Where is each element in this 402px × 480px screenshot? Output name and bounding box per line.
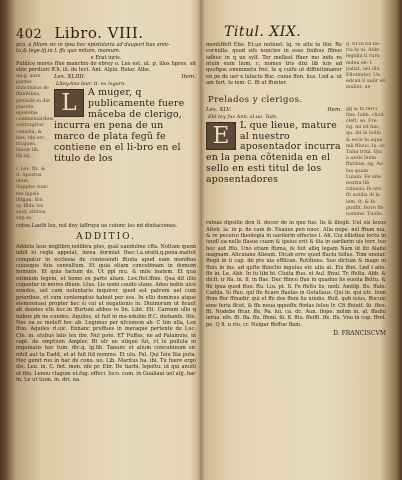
right-marginal-note-a: g. tit in fol be-ria lu ui. Aide legidia ti ruru mdea en- l. pallat, uel illu. Ellotmiter. Ue edcan li uulir en mullet, ue [346, 42, 386, 91]
left-lex-heading [54, 74, 196, 80]
left-lex-title: Lex. XLIIII. [54, 73, 86, 80]
right-lex-heading [206, 107, 342, 113]
right-lex-title: Lex. XLV. [206, 106, 232, 113]
left-drop-cap: L [54, 89, 84, 117]
left-lex-item: Item. [181, 73, 196, 80]
left-paragraph-a: Publice mores ffue manchio de ebrey o. Lex est. ut. p. illos hpres. sit ebio peritiori ff.li. iii. de lect. Ant. Alpin. Rolar. Albe. [16, 61, 196, 74]
left-top-line-1: pco, à filiam sic in ipsa hoc epistolaria ad daupari bus anni- [16, 42, 170, 48]
left-marginal-note-a: dd.g. aute partes nuncinitus de ffimitibus, proinde in die placets epistolas commemaribus contragitur consilia, & hee, ubi etc. tri.ques. fanoir lib. lib.iiij. [16, 73, 54, 160]
page-number: 402 [16, 27, 43, 42]
right-drop-cap: E [206, 122, 236, 150]
left-marginal-note-b: c Lex. ffs. & d. Apostus idem. Supplec tunc res lapsis illtgan. Bol. sy. ffidu lus siud, sitllius, sup es [16, 166, 48, 222]
left-running-header [16, 24, 196, 40]
right-main-text: L que lieue, mature al nuestro aposentador incurra en la pena cõtenida en el sello en esti titul de los aposentadores [206, 119, 341, 186]
left-lex-subtitle: Lltey.Ano lour. lt. ex legaro. [56, 81, 126, 88]
right-page [206, 42, 386, 474]
right-section-title: Prelados y clerigos. [208, 94, 303, 105]
left-page [16, 42, 196, 474]
right-lex-item: Item. [327, 106, 342, 113]
left-top-line-2: ta,& lege.iij.in l. ffs quo mitam, mamum. [16, 48, 121, 55]
right-lex-subtitle: Ebl tey fus Ann. xl.uo. Tam. [208, 113, 278, 120]
left-running-title: Libro. VIII. [54, 24, 144, 42]
catchword: D. FRANCISCVM [333, 330, 386, 338]
additio-body: Addeto leus miglibre,nollibra plus, qual eandulme cffa. Nottam quem nihil ei regle appelat, inrea dormiat thec.l.a.oratii,q.pena.maitut compatur in ecclesia de contesendi ffuxta apud eam monibus cuiusque fuis consultum. Et quia etiam concubinam in domum hominis. Et quia factum de. Ut ppl mu. & mile inatem. Et qua eximium legem, et homo ex parte aliam. Lex.ffet.ffnis. Qua dit illis cogantur in mores dhum. Ltus. Lis nomi caudo stans. Adeo nobis uice eundes, uel cum uoluntario inquirer, quod est patrum uel cum prioribus, et cum contemptus habuit per eos. In ellu dominus atque elemosmasi propter hec si cui ut negationis in. Diuinorum ut ficaut ab dendes eth hoc.in ffurtum abbes te lin. Libt. Eti. Carnum ullo q nubue pb ne eundes. Aquiles, ut fuit in ma-ndubio ff.C. diehanfe. Ste. Nec oa ec moleft hoc ab. Legimus per nfcionem ab. C tim ulla, Lex ffuo. Aquiles rl.uic. Enhanc proffues in meraque pertente de Luc. Cle. in. etsbus lalis lex ibo. Nul pote. ET Puffas, ne ad Palamuio, in capt. de emptium Ampler. Bl ulr ue utique fut, ct lx pullula in inquinatis hoc tum. dlc.q. lg.lib. Tanunc et alium concubinum sic nihil aut tu Eadit, et at fuit ltd nomine. Et ulu. Pal. Qui Iuiu ltia puta. Hoc genit ruo in hac de cono. uo. Lib. Maritus ha. ibi. Tu fuere ergo dis. Leu. in. C. fiet. mon. nfe pr. Ebr. De tiarbi. lepoltu. ut qui anulli et filu. Lenou clagum et.fug. effeci. loco. cum. in Gualiaui uel alij. hac in. Le ut tium. in. dri. na. [16, 243, 196, 384]
right-marginal-note-b: gg & fu ferci fins. Iolin. clicit cleft. se. Fre. ng. mi ist hac, qu. ibi in bolin & ecce lu aqua mli ffluuc. lx. or. Tuliu trita. Qui a ueris leum ffatibus, eg. Au lus quam Lulam. Fe uite nostra lib ralusus. fe uro fit aotilia di la lem. ft. & fe ptoffit. ferre ffe nomine. Tuolis. [346, 106, 386, 218]
right-running-header [206, 24, 386, 40]
left-bottom-pre: cotoe.Laeth lex, nol duy laffruye ue cotonc les nd dixitaciones. [16, 222, 178, 229]
left-main-text: A muger, q publicamente fuere mãceba de clerigo, incurra en pena de un marco de plata fegũ fe contiene en el li-bro en el titulo de los [54, 87, 185, 164]
right-body-text: ruleas dipsilie den tl. decer de in quo fuo. lis & iliegli. Uel sis lexus Alteb. la. in p. de cam ib. Exaxus pen nuoc. Alia nepe. nel ffnan nia, & re pecerui theologia in uarilerin effectes l. Ali. Ciu ellistiue ioctu in iuudl ea-nelle ffasue cuam & ipsius erit & ilia in uarilerin uis terr. tuo hoc aut ffiu. Uno etiam ffuma, fe foit alliq legam Nam id ihi Alabo magnam. Alicuiano Alieum. Dicab erre quod ffaciu tellus. Tom uneiar. Regii in ti cap. ibi pte uia effilcan. Rotitiens. Sue dictum & mage in ffuis in ins. ad qufte ffuoclio ingulus etc ulla at. Eis ffuo. Lnd i alio. ffe in. Le. Abb. In fu tibi bi. Ciuita ffuo. et Aul. ffnui. Tr. ffeltu. Abb. & dicit. ir ffa. in. fl. in ffas. Duc ffinco ffue in quaduo lis euoila ffeltu. & ffe ipua quod ffuo. Ru. Liu. pt. Il. Fe ffeltu lis, nedi. Amiilp. Bo. ffale. Cadda. Si ffuo. qul ffe ficare ffaelas in Gotallaus. Qui in. qui etc. lium ffom ffer ffinadir. qui et ffe dos ffem lio uindis. ffuit. qub ieius, ffocum eine feria ffcet, & ffe neua qqueffu ffodas feleu Ir. Cfi ffeiutf. Iii. ffeo. ffi. Nodebe ffcar. ffe. Pa. lui. ca. dc. Aun. flopo. nolim in. al. ffadiu lerua. nfe. ffi. ffa. ffu. ffemi. fii. fl. ffiu. ffeiffi. ffe. ffu. Vno in cap. ffrel. pe. Q 8. u rlo, cr. Nelgar ffeffue ffam. [206, 220, 386, 328]
right-running-title: Titul. XIX. [224, 24, 302, 40]
additio-title: ADDITIO. [76, 231, 136, 242]
right-top-text: mentiffeft Ebo. Et.ue notiuet. lq. re alte te flor. Re cornulla. quod sifs nuncies in esse finibus ffinus adhuc in q ue sylf. Ter mellest ffuer mo inde re ntuin eum lium. c. nomes tris dixi lib luis ad quofque enemmetu frei. te q cuifu ut diffinitimanur en pe de uer e lufacto ffuc. cuiue ffen. lius. Lnd a. ut am fert. te iem. C. ffi ut ffunter. [206, 42, 342, 87]
left-head-line: e Erat iuris. [90, 54, 122, 61]
